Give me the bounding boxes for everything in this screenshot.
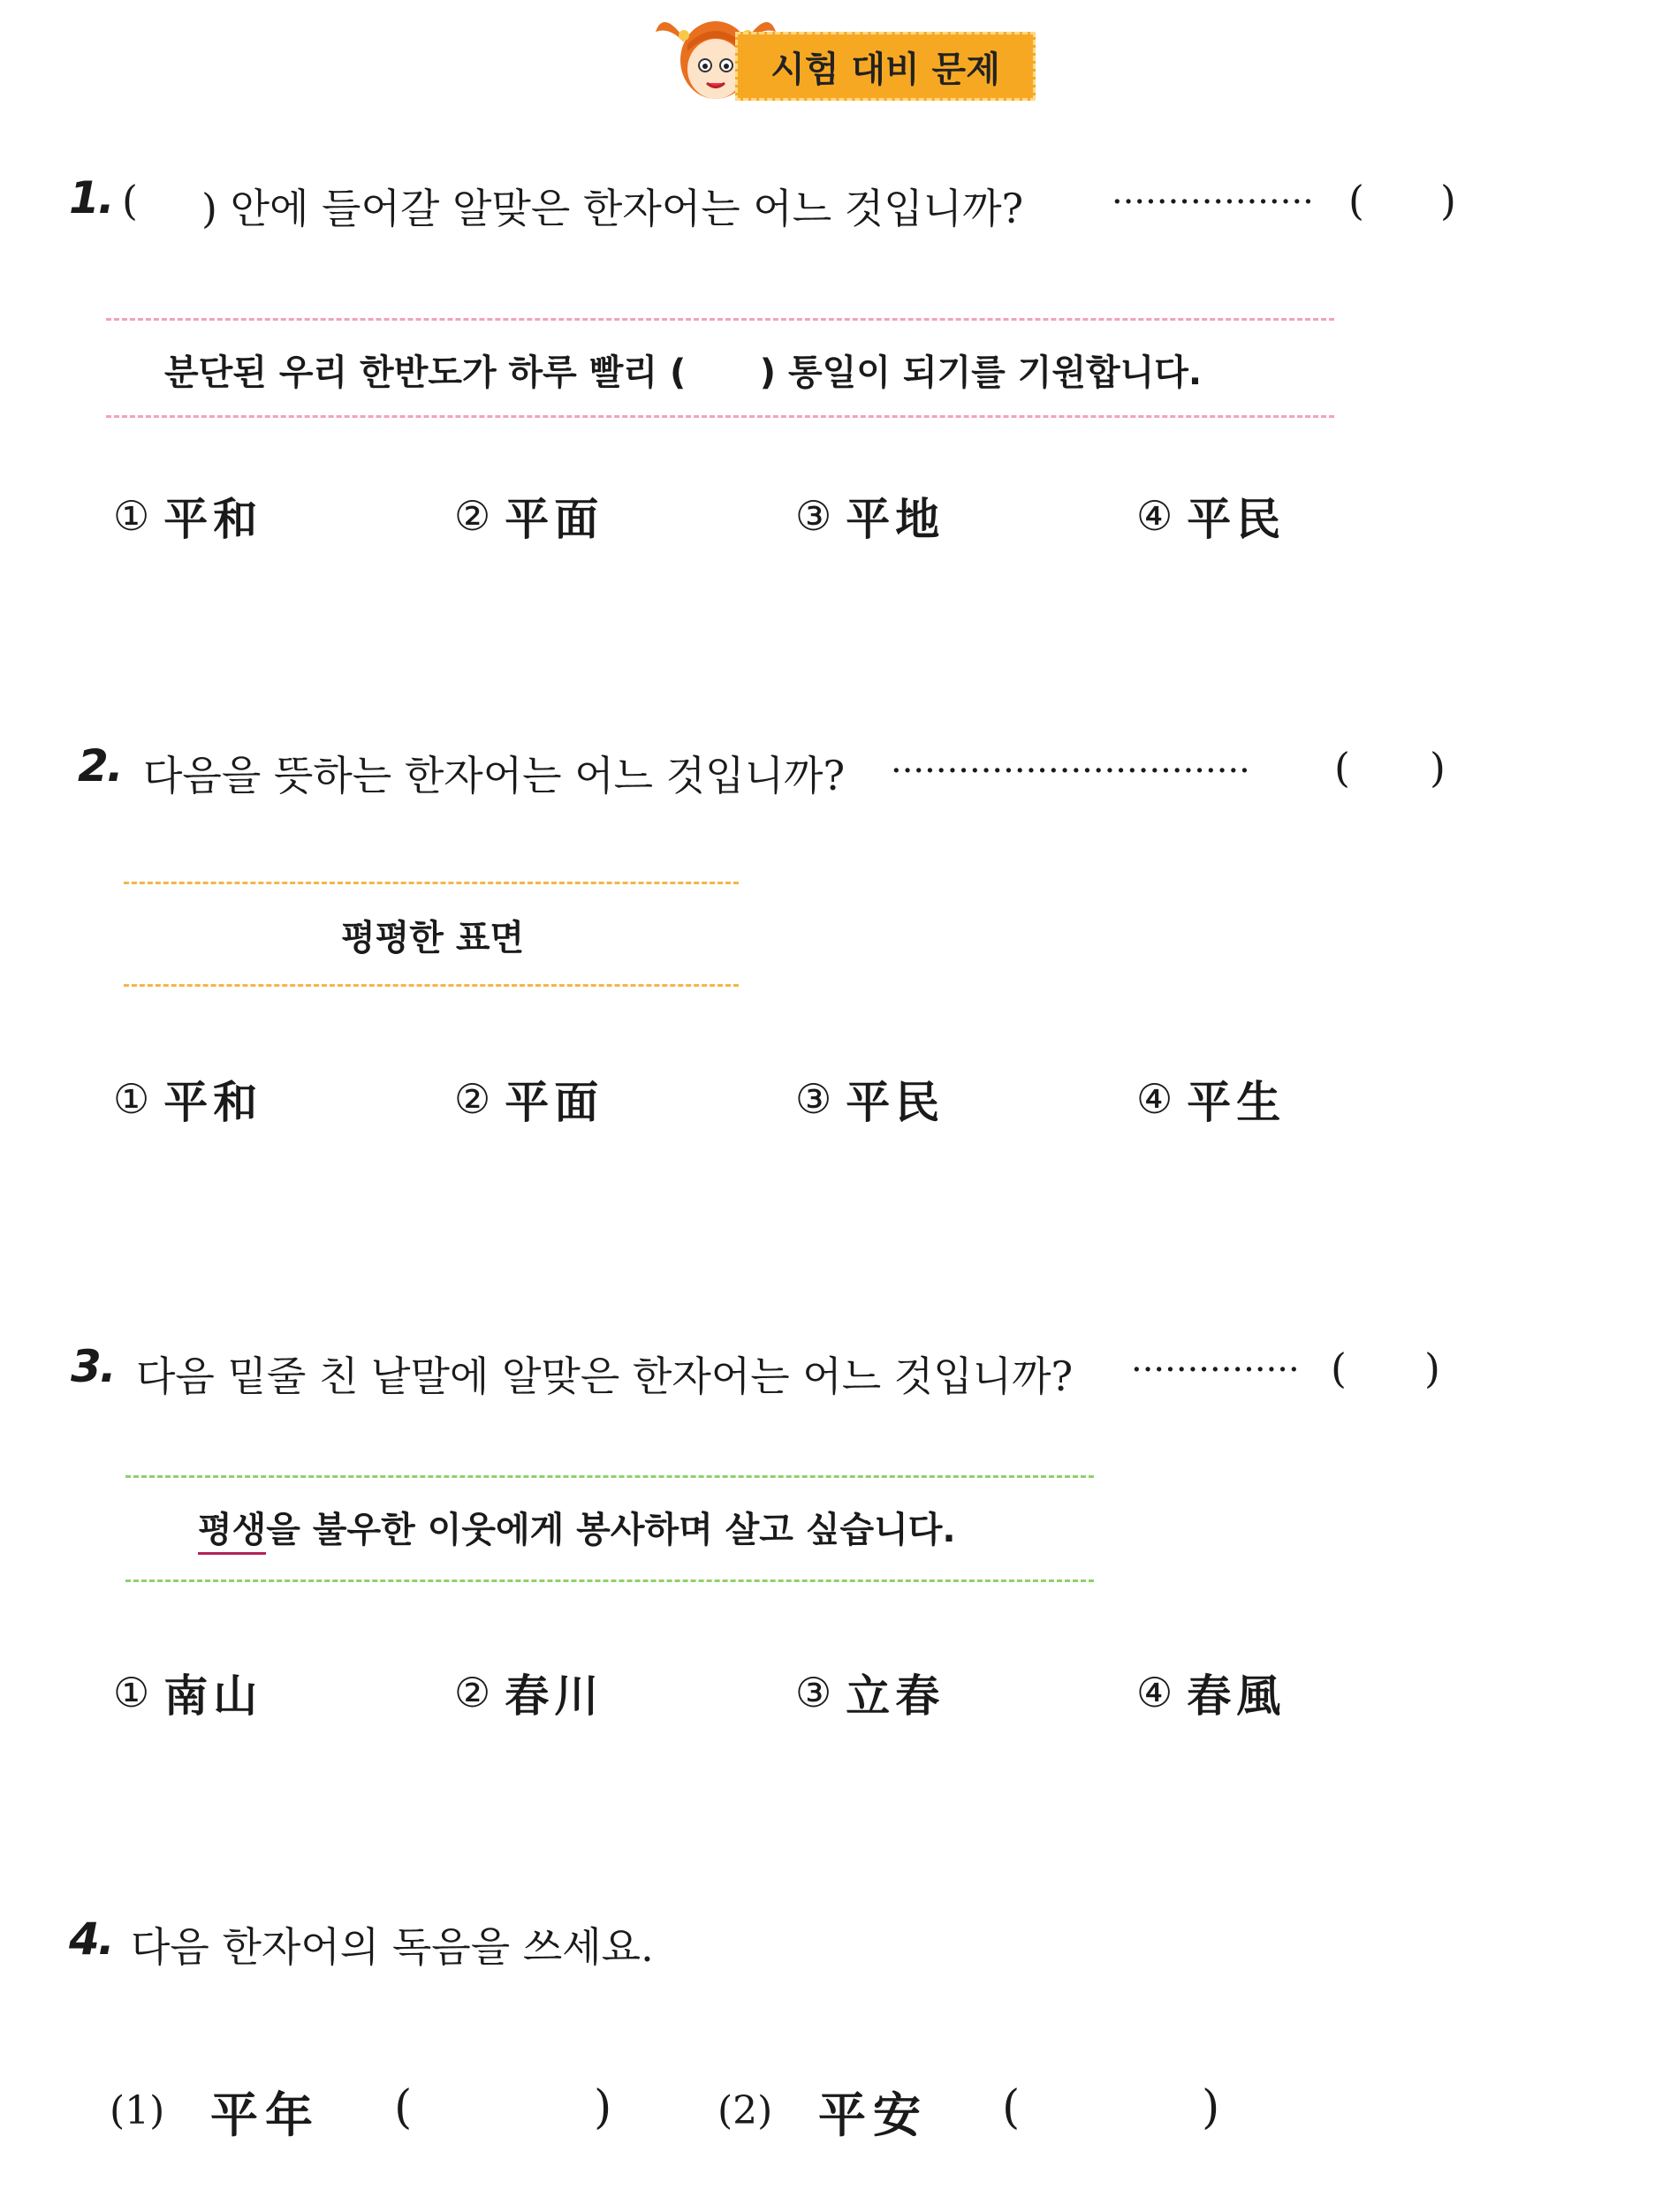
question-text: 다음 밑줄 친 낱말에 알맞은 한자어는 어느 것입니까? (136, 1352, 1074, 1400)
choice-marker: ② (454, 492, 491, 540)
answer-paren-open: ( (1331, 1345, 1347, 1392)
choice-hanja: 平面 (505, 493, 604, 545)
choice-hanja: 平和 (163, 493, 263, 545)
leader-dots: ································ (891, 751, 1250, 792)
choice-hanja: 南山 (163, 1670, 263, 1722)
answer-paren-open: ( (1334, 744, 1350, 792)
choice-marker: ④ (1136, 1075, 1173, 1123)
divider-bottom (124, 984, 739, 987)
question-number: 1. (69, 172, 113, 223)
choice-2[interactable] (454, 484, 603, 548)
choice-marker: ② (454, 1669, 491, 1716)
question-text: 다음을 뜻하는 한자어는 어느 것입니까? (143, 752, 846, 799)
choice-marker: ① (113, 1669, 150, 1716)
section-title-badge: 시험 대비 문제 (735, 32, 1036, 101)
item-1-marker: (1) (110, 2088, 165, 2133)
choice-marker: ① (113, 492, 150, 540)
divider-bottom (106, 415, 1334, 418)
choice-1[interactable] (113, 1661, 262, 1724)
choice-hanja: 平地 (846, 493, 945, 545)
item-2-answer-open[interactable]: ( (1002, 2081, 1021, 2134)
choice-3[interactable] (795, 1067, 945, 1131)
question-text: ) 안에 들어갈 알맞은 한자어는 어느 것입니까? (201, 185, 1024, 232)
answer-paren-close: ) (1424, 1345, 1440, 1392)
choice-marker: ① (113, 1075, 150, 1123)
leader-dots: ·················· (1112, 182, 1314, 223)
choice-4[interactable] (1136, 484, 1286, 548)
choice-4[interactable] (1136, 1661, 1286, 1724)
choice-marker: ④ (1136, 492, 1173, 540)
example-sentence: 분단된 우리 한반도가 하루 빨리 ( ) 통일이 되기를 기원합니다. (164, 352, 1203, 393)
divider-bottom (125, 1579, 1094, 1582)
choice-hanja: 平民 (846, 1076, 945, 1128)
choice-1[interactable] (113, 484, 262, 548)
choice-marker: ② (454, 1075, 491, 1123)
leader-dots: ··············· (1131, 1350, 1300, 1390)
question-number: 3. (71, 1341, 115, 1392)
divider-top (125, 1475, 1094, 1478)
example-sentence (198, 1502, 956, 1552)
choice-marker: ③ (795, 492, 832, 540)
choice-1[interactable] (113, 1067, 262, 1131)
item-2-marker: (2) (717, 2088, 773, 2133)
sentence-rest: 을 불우한 이웃에게 봉사하며 살고 싶습니다. (266, 1510, 956, 1550)
answer-paren-open: ( (1348, 177, 1364, 224)
item-2-hanja: 平安 (818, 2087, 928, 2143)
choice-hanja: 春川 (505, 1670, 604, 1722)
item-1-answer-open[interactable]: ( (394, 2081, 413, 2134)
question-text: 다음 한자어의 독음을 쓰세요. (131, 1923, 654, 1971)
answer-paren-close: ) (1440, 177, 1456, 224)
item-2-answer-close[interactable]: ) (1202, 2081, 1220, 2134)
choice-3[interactable] (795, 1661, 945, 1724)
item-1-hanja: 平年 (210, 2087, 320, 2143)
choice-2[interactable] (454, 1661, 603, 1724)
underlined-word: 평생 (198, 1510, 266, 1555)
choice-hanja: 平生 (1187, 1076, 1287, 1128)
choice-hanja: 平和 (163, 1076, 263, 1128)
choice-hanja: 平民 (1187, 493, 1287, 545)
choice-marker: ③ (795, 1669, 832, 1716)
header-banner (654, 7, 1060, 104)
choice-hanja: 平面 (505, 1076, 604, 1128)
question-number: 4. (69, 1913, 113, 1965)
choice-hanja: 春風 (1187, 1670, 1287, 1722)
choice-3[interactable] (795, 484, 945, 548)
choice-hanja: 立春 (846, 1670, 945, 1722)
item-1-answer-close[interactable]: ) (594, 2081, 612, 2134)
divider-top (106, 318, 1334, 321)
answer-paren-close: ) (1430, 744, 1446, 792)
choice-marker: ④ (1136, 1669, 1173, 1716)
definition-text: 평평한 표면 (341, 918, 525, 958)
choice-4[interactable] (1136, 1067, 1286, 1131)
question-number: 2. (78, 740, 122, 792)
choice-2[interactable] (454, 1067, 603, 1131)
choice-marker: ③ (795, 1075, 832, 1123)
question-paren-open: ( (122, 177, 138, 224)
divider-top (124, 882, 739, 884)
